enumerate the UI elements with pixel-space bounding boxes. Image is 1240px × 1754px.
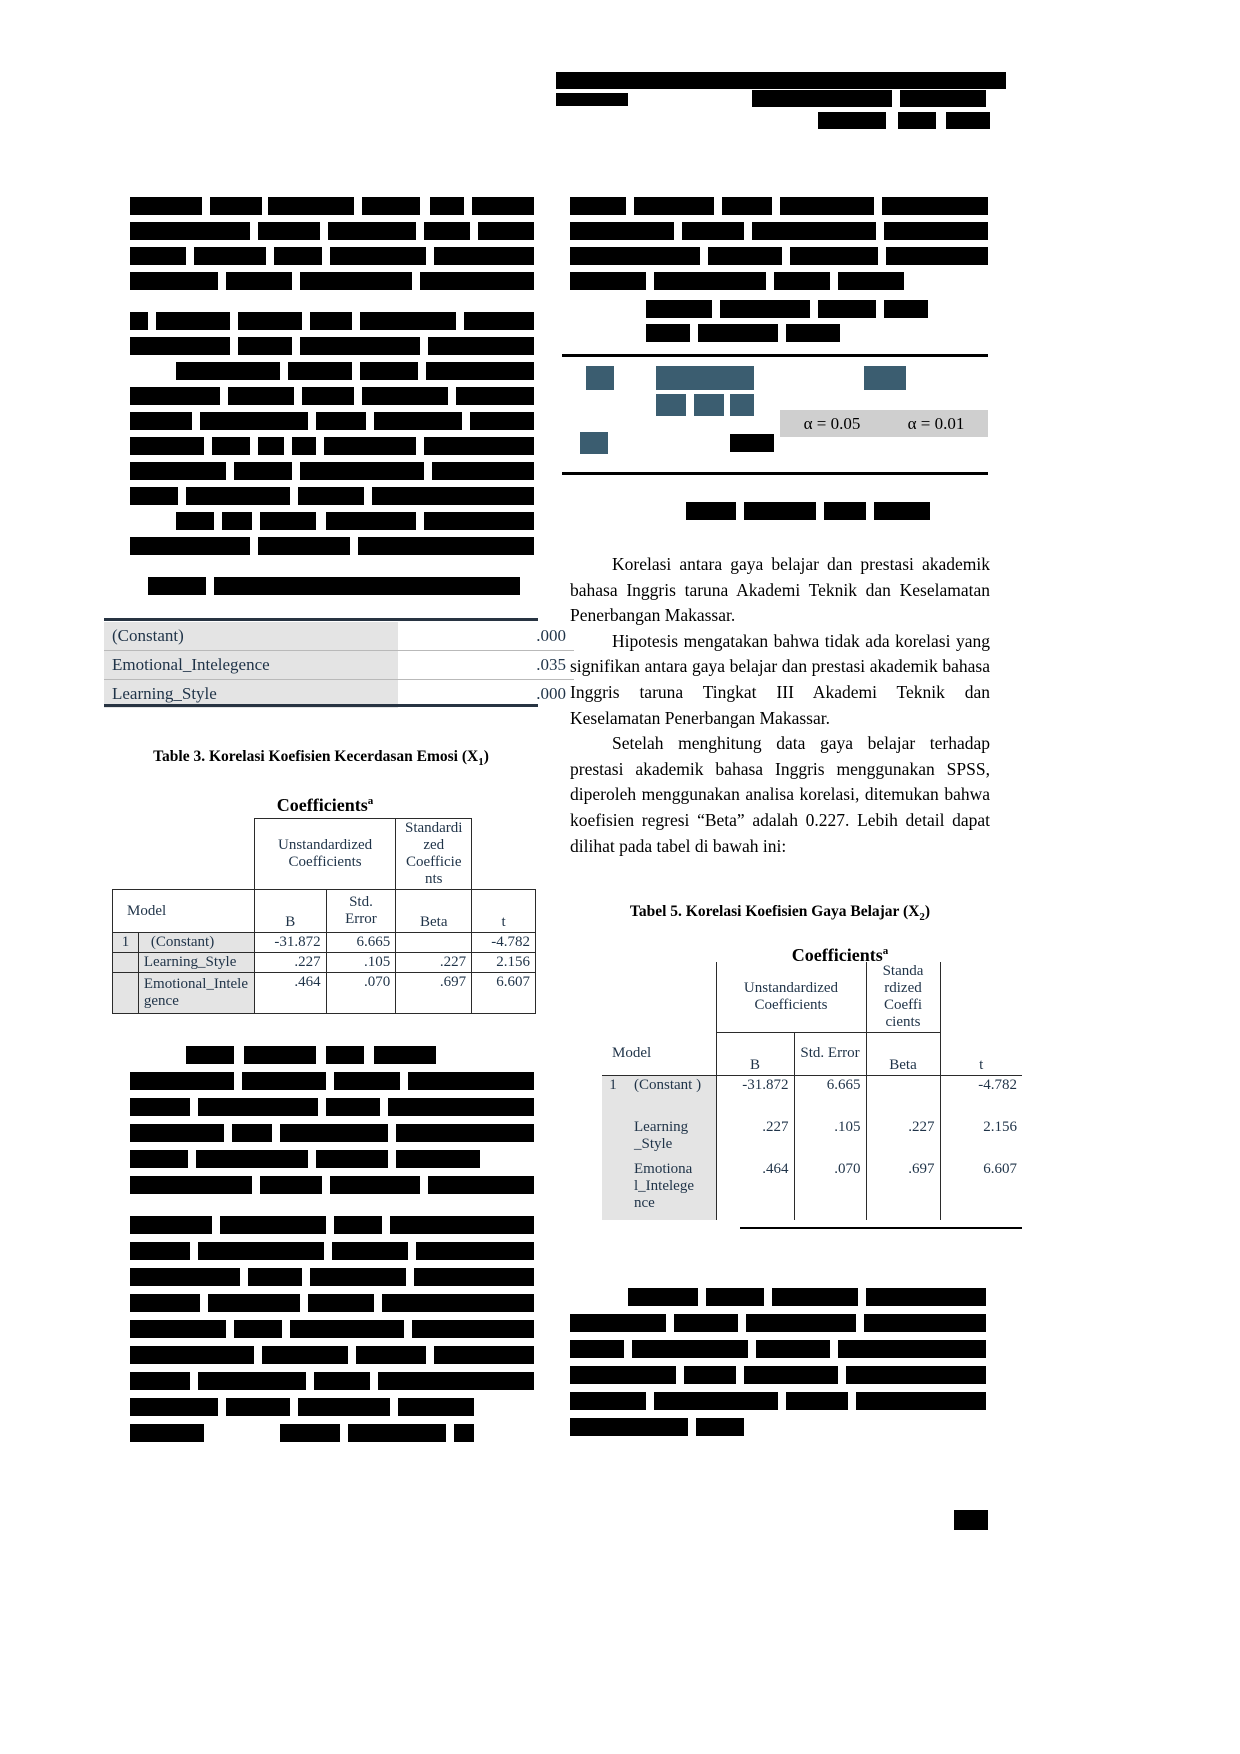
redacted-text: [362, 197, 420, 215]
redacted-text: [372, 487, 534, 505]
redacted-text: [316, 1150, 388, 1168]
redacted-text: [244, 1046, 316, 1064]
tabel5-caption-subscript: 2: [919, 911, 925, 924]
redacted-text: [898, 112, 936, 129]
redacted-text: [374, 412, 462, 430]
redacted-text: [226, 1398, 290, 1416]
redacted-text: [196, 1150, 308, 1168]
table3-caption-subscript: 1: [478, 756, 484, 769]
redacted-text: [280, 1424, 340, 1442]
redacted-text: [720, 300, 810, 318]
redacted-text: [432, 462, 534, 480]
redacted-text: [388, 1098, 534, 1116]
redacted-text: [130, 1398, 218, 1416]
right-body-paragraphs: [570, 552, 990, 859]
redacted-text: [260, 512, 316, 530]
redacted-text: [130, 272, 218, 290]
table-row: [104, 651, 574, 680]
redacted-text: [882, 197, 988, 215]
redacted-text: [214, 577, 520, 595]
redacted-text: [454, 1424, 474, 1442]
redacted-text: [268, 197, 354, 215]
redacted-text: [682, 222, 744, 240]
redacted-text: [130, 537, 250, 555]
redacted-text: [900, 90, 986, 107]
redacted-text: [424, 512, 534, 530]
redacted-text: [946, 112, 990, 129]
redacted-text: [130, 337, 230, 355]
redacted-text: [208, 1294, 300, 1312]
redacted-text: [428, 337, 534, 355]
redacted-text: [674, 1314, 738, 1332]
redacted-text: [556, 93, 628, 106]
table-row: [104, 622, 574, 651]
right-table-bottom-rule: [740, 1227, 1022, 1229]
result-table-bottom-rule: [562, 472, 988, 475]
redacted-text: [358, 537, 534, 555]
table-header-row: [602, 962, 1022, 1033]
redacted-text: [746, 1314, 856, 1332]
redacted-text: [220, 1216, 326, 1234]
redacted-text: [330, 247, 426, 265]
table3-caption: [104, 748, 538, 768]
right-coefficients-title-text: Coefficients: [791, 945, 883, 965]
redacted-text: [130, 1294, 200, 1312]
paragraph: Setelah menghitung data gaya belajar terhadap prestasi akademik bahasa Inggris menggunakan SPSS, diperoleh menggunakan analisa korelasi, ditemukan bahwa koefisien regresi “Beta” adalah 0.227. Lebih detail dapat dilihat pada tabel di bawah ini:: [570, 733, 990, 856]
redacted-text: [744, 502, 816, 520]
left-coefficients-title-text: Coefficients: [276, 795, 368, 815]
redacted-text: [570, 1418, 688, 1436]
model-number: [113, 953, 139, 973]
redacted-text: [708, 247, 782, 265]
redacted-text: [310, 312, 352, 330]
redacted-text: [292, 437, 316, 455]
redacted-text: [786, 1392, 848, 1410]
redacted-text: [686, 502, 736, 520]
page-corner-mark: [954, 1510, 988, 1530]
left-coefficients-title: [180, 795, 470, 816]
redacted-text: [752, 222, 876, 240]
redacted-text: [238, 337, 292, 355]
redacted-text: [234, 1320, 282, 1338]
redacted-text: [130, 1424, 204, 1442]
redacted-text: [186, 487, 290, 505]
table3-caption-main: Table 3. Korelasi Koefisien Kecerdasan Emosi (X: [153, 748, 479, 765]
redacted-text: [328, 222, 416, 240]
redacted-text: [334, 1216, 382, 1234]
value-std-error: .070: [794, 1160, 866, 1220]
redacted-text: [330, 1176, 420, 1194]
redacted-text: [856, 1392, 986, 1410]
footnote-marker: a: [882, 945, 889, 957]
redacted-text: [130, 412, 192, 430]
redacted-text: [260, 1176, 322, 1194]
value-std-error: .105: [326, 953, 396, 973]
redacted-text: [570, 1392, 646, 1410]
redacted-text: [570, 272, 646, 290]
highlight-cell: [730, 394, 754, 416]
redacted-text: [130, 1098, 190, 1116]
model-number: 1: [113, 933, 139, 953]
model-number: [602, 1118, 624, 1160]
redacted-text: [464, 312, 534, 330]
model-number: 1: [602, 1075, 624, 1118]
value-beta: .697: [396, 973, 472, 1014]
redacted-text: [570, 222, 674, 240]
redacted-text: [756, 1340, 830, 1358]
right-coefficients-table: [602, 962, 1022, 1220]
redacted-text: [130, 197, 202, 215]
header-b: B: [254, 890, 326, 933]
redacted-text: [176, 512, 214, 530]
tabel5-caption-main: Tabel 5. Korelasi Koefisien Gaya Belajar (X: [629, 903, 920, 920]
redacted-text: [472, 197, 534, 215]
redacted-text: [424, 437, 534, 455]
predictor-name: Learning _Style: [624, 1118, 716, 1160]
redacted-text: [374, 1046, 436, 1064]
redacted-text: [838, 1340, 986, 1358]
redacted-text: [198, 1242, 324, 1260]
redacted-text: [290, 1320, 404, 1338]
redacted-text: [334, 1072, 400, 1090]
redacted-text: [258, 537, 350, 555]
redacted-text: [426, 362, 534, 380]
redacted-text: [818, 112, 886, 129]
table-header-row: [602, 1033, 1022, 1076]
redacted-text: [130, 247, 186, 265]
value-beta: [396, 933, 472, 953]
redacted-text: [130, 437, 204, 455]
redacted-text: [300, 272, 412, 290]
value-beta: .697: [866, 1160, 940, 1220]
redacted-text: [130, 312, 148, 330]
header-beta: Beta: [396, 890, 472, 933]
redacted-text: [326, 1098, 380, 1116]
redacted-text: [302, 387, 354, 405]
redacted-text: [130, 1268, 240, 1286]
redacted-text: [360, 362, 418, 380]
redacted-text: [198, 1098, 318, 1116]
redacted-text: [332, 1242, 408, 1260]
redacted-text: [570, 1314, 666, 1332]
value-std-error: 6.665: [326, 933, 396, 953]
redacted-text: [130, 1242, 190, 1260]
redacted-text: [324, 437, 416, 455]
value-beta: .227: [396, 953, 472, 973]
blank-header-cell: [113, 819, 255, 890]
redacted-text: [456, 387, 534, 405]
value-beta: .227: [866, 1118, 940, 1160]
redacted-text: [226, 272, 292, 290]
table-row: [602, 1160, 1022, 1220]
blank-header-cell: [940, 962, 1022, 1033]
redacted-text: [838, 272, 904, 290]
table-header-row: [113, 890, 536, 933]
redacted-text: [300, 462, 424, 480]
table-bottom-rule: [104, 704, 538, 707]
redacted-text: [130, 1372, 190, 1390]
table3-caption-tail: ): [483, 748, 489, 765]
redacted-text: [200, 412, 308, 430]
redacted-text: [148, 577, 206, 595]
predictor-name: (Constant ): [624, 1075, 716, 1118]
redacted-text: [414, 1268, 534, 1286]
redacted-text: [348, 1424, 446, 1442]
table-row: [113, 933, 536, 953]
tabel5-caption: [570, 903, 990, 923]
value-b: .227: [254, 953, 326, 973]
value-std-error: 6.665: [794, 1075, 866, 1118]
value-t: 2.156: [472, 953, 536, 973]
redacted-text: [176, 362, 280, 380]
sig-row-value: .000: [398, 680, 574, 709]
value-b: -31.872: [254, 933, 326, 953]
value-std-error: .070: [326, 973, 396, 1014]
result-table-top-rule: [562, 354, 988, 357]
highlight-cell: [656, 366, 754, 390]
predictor-name: Learning_Style: [138, 953, 254, 973]
table-row: [113, 953, 536, 973]
redacted-text: [416, 1242, 534, 1260]
highlight-cell: [694, 394, 724, 416]
header-unstandardized: Unstandardized Coefficients: [716, 962, 866, 1033]
sig-row-value: .000: [398, 622, 574, 651]
redacted-text: [424, 222, 470, 240]
value-t: 6.607: [940, 1160, 1022, 1220]
redacted-text: [398, 1398, 474, 1416]
redacted-text: [242, 1072, 326, 1090]
redacted-text: [248, 1268, 302, 1286]
table-row: [602, 1118, 1022, 1160]
redacted-text: [310, 1268, 406, 1286]
redacted-text: [864, 1314, 986, 1332]
table-row: [113, 973, 536, 1014]
table-top-rule: [104, 618, 538, 621]
redacted-text: [654, 272, 766, 290]
redacted-text: [570, 197, 626, 215]
predictor-name: Emotional_Intele gence: [138, 973, 254, 1014]
redacted-text: [646, 324, 690, 342]
redacted-text: [288, 362, 352, 380]
paragraph: Korelasi antara gaya belajar dan prestasi akademik bahasa Inggris taruna Akademi Teknik dan Keselamatan Penerbangan Makassar.: [570, 554, 990, 626]
table-header-row: [113, 819, 536, 890]
redacted-text: [300, 337, 420, 355]
alpha-005-label: α = 0.05: [803, 413, 861, 433]
redacted-text: [654, 1392, 778, 1410]
header-unstandardized: Unstandardized Coefficients: [254, 819, 395, 890]
redacted-text: [130, 1346, 254, 1364]
redacted-text: [258, 437, 284, 455]
redacted-text: [824, 502, 866, 520]
redacted-text: [130, 1072, 234, 1090]
blank-header-cell: [472, 819, 536, 890]
redacted-text: [470, 412, 534, 430]
tabel5-caption-tail: ): [924, 903, 931, 920]
redacted-text: [308, 1294, 374, 1312]
redacted-text: [298, 1398, 390, 1416]
redacted-text: [874, 502, 930, 520]
redacted-text: [316, 412, 366, 430]
redacted-text: [570, 247, 700, 265]
redacted-text: [232, 1124, 272, 1142]
redacted-text: [884, 300, 928, 318]
redacted-text: [314, 1372, 370, 1390]
value-t: -4.782: [940, 1075, 1022, 1118]
redacted-text: [130, 487, 178, 505]
redacted-text: [228, 387, 294, 405]
redacted-text: [774, 272, 830, 290]
header-std-error: Std. Error: [794, 1033, 866, 1076]
redacted-text: [646, 300, 712, 318]
sig-row-label: (Constant): [104, 622, 398, 651]
value-t: 2.156: [940, 1118, 1022, 1160]
header-std-error: Std. Error: [326, 890, 396, 933]
highlight-cell: [864, 366, 906, 390]
blank-header-cell: [602, 962, 716, 1033]
redacted-text: [632, 1340, 748, 1358]
value-beta: [866, 1075, 940, 1118]
header-standardized: Standa rdized Coeffi cients: [866, 962, 940, 1033]
header-model: Model: [113, 890, 255, 933]
redacted-text: [130, 1320, 226, 1338]
redacted-text: [818, 300, 876, 318]
highlight-cell: [580, 432, 608, 454]
redacted-text: [412, 1320, 534, 1338]
header-beta: Beta: [866, 1033, 940, 1076]
redacted-text: [434, 247, 534, 265]
redacted-text: [222, 512, 252, 530]
redacted-text: [378, 1372, 534, 1390]
redacted-text: [274, 247, 322, 265]
sig-row-value: .035: [398, 651, 574, 680]
value-b: .464: [716, 1160, 794, 1220]
redacted-text: [786, 324, 840, 342]
redacted-text: [628, 1288, 698, 1306]
header-model: Model: [602, 1033, 716, 1076]
sig-row-label: Learning_Style: [104, 680, 398, 709]
redacted-text: [396, 1150, 480, 1168]
paragraph: Hipotesis mengatakan bahwa tidak ada korelasi yang signifikan antara gaya belajar dan prestasi akademik bahasa Inggris taruna Tingkat III Akademi Teknik dan Keselamatan Penerbangan Makassar.: [570, 630, 990, 728]
value-t: -4.782: [472, 933, 536, 953]
redacted-text: [234, 462, 292, 480]
redacted-text: [360, 312, 456, 330]
redacted-text: [780, 197, 874, 215]
header-t: t: [940, 1033, 1022, 1076]
redacted-text: [130, 462, 226, 480]
redacted-text: [706, 1288, 764, 1306]
value-b: .464: [254, 973, 326, 1014]
redacted-text: [696, 1418, 744, 1436]
redacted-text: [772, 1288, 858, 1306]
redacted-text: [428, 1176, 534, 1194]
highlight-cell: [586, 366, 614, 390]
redacted-text: [356, 1346, 426, 1364]
redacted-text: [744, 1366, 838, 1384]
redacted-text: [570, 1366, 676, 1384]
redacted-text: [430, 197, 464, 215]
footnote-marker: a: [367, 795, 374, 807]
redacted-text: [790, 247, 878, 265]
redacted-text: [362, 387, 448, 405]
table-row: [602, 1075, 1022, 1118]
redacted-text: [390, 1216, 534, 1234]
alpha-001-label: α = 0.01: [907, 413, 965, 433]
highlight-cell: [656, 394, 686, 416]
value-t: 6.607: [472, 973, 536, 1014]
value-b: .227: [716, 1118, 794, 1160]
redacted-text: [130, 387, 220, 405]
redacted-text: [570, 1340, 624, 1358]
redacted-text: [156, 312, 230, 330]
redacted-text: [752, 90, 892, 107]
alpha-levels-strip: [780, 410, 988, 437]
redacted-text: [130, 1216, 212, 1234]
redacted-text: [210, 197, 262, 215]
redacted-text: [262, 1346, 348, 1364]
redacted-text: [698, 324, 778, 342]
redacted-text: [886, 247, 988, 265]
predictor-name: (Constant): [138, 933, 254, 953]
redacted-text: [730, 434, 774, 452]
redacted-text: [130, 1124, 224, 1142]
value-std-error: .105: [794, 1118, 866, 1160]
redacted-text: [408, 1072, 534, 1090]
model-number: [113, 973, 139, 1014]
redacted-text: [634, 197, 714, 215]
redacted-text: [130, 1150, 188, 1168]
redacted-text: [846, 1366, 986, 1384]
redacted-text: [186, 1046, 234, 1064]
header-b: B: [716, 1033, 794, 1076]
significance-table: [104, 622, 574, 708]
redacted-text: [280, 1124, 388, 1142]
redacted-text: [556, 72, 1006, 89]
redacted-text: [420, 272, 534, 290]
predictor-name: Emotiona l_Intelege nce: [624, 1160, 716, 1220]
model-number: [602, 1160, 624, 1220]
sig-row-label: Emotional_Intelegence: [104, 651, 398, 680]
value-b: -31.872: [716, 1075, 794, 1118]
redacted-text: [212, 437, 250, 455]
redacted-text: [884, 222, 988, 240]
header-t: t: [472, 890, 536, 933]
redacted-text: [434, 1346, 534, 1364]
redacted-text: [684, 1366, 736, 1384]
redacted-text: [326, 512, 416, 530]
redacted-text: [722, 197, 772, 215]
redacted-text: [478, 222, 534, 240]
left-coefficients-table: [112, 818, 536, 1014]
redacted-text: [298, 487, 364, 505]
redacted-text: [396, 1124, 534, 1142]
redacted-text: [258, 222, 320, 240]
redacted-text: [130, 222, 250, 240]
redacted-text: [326, 1046, 364, 1064]
redacted-text: [866, 1288, 986, 1306]
redacted-text: [130, 1176, 252, 1194]
header-standardized: Standardi zed Coefficie nts: [396, 819, 472, 890]
redacted-text: [382, 1294, 534, 1312]
redacted-text: [194, 247, 266, 265]
redacted-text: [238, 312, 302, 330]
redacted-text: [198, 1372, 306, 1390]
